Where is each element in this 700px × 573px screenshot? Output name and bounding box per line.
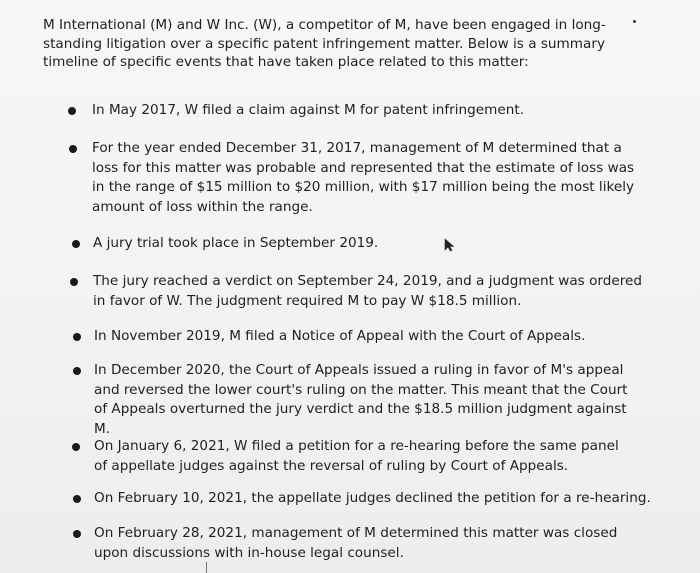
timeline-item-text: A jury trial took place in September 2019. [93,235,379,251]
timeline-item-text: The jury reached a verdict on September 24, 2019, and a judgment was ordered in favor of W. The judgment required M to pay W $18.5 million. [93,273,643,309]
timeline-item [94,327,674,347]
timeline-item-text: In May 2017, W filed a claim against M for patent infringement. [92,102,525,118]
bullet-icon [73,367,81,375]
cursor-arrow-icon [444,237,456,256]
timeline-item [92,101,672,121]
bullet-icon [73,333,81,341]
edge-mark [206,562,207,573]
bullet-icon [72,443,80,451]
timeline-item-text: For the year ended December 31, 2017, management of M determined that a loss for this matter was probable and represented that the estimate of loss was in the range of $15 million to $20 million, with $17 million being the most likely amount of loss within the range. [92,140,635,215]
bullet-icon [68,107,76,115]
timeline-item [94,361,634,439]
timeline-item-text: In December 2020, the Court of Appeals issued a ruling in favor of M's appeal and reversed the lower court's ruling on the matter. This meant that the Court of Appeals overturned the jury verdict and the $18.5 million judgment against M. [94,362,628,437]
timeline-item [93,234,673,254]
timeline-item [92,139,642,217]
bullet-icon [70,278,78,286]
intro-paragraph: M International (M) and W Inc. (W), a competitor of M, have been engaged in long-standing litigation over a specific patent infringement matter. Below is a summary timeline of specific events that have taken place related to this matter: [43,17,606,70]
timeline-item-text: On January 6, 2021, W filed a petition for a re-hearing before the same panel of appellate judges against the reversal of ruling by Court of Appeals. [94,438,619,474]
bullet-icon [73,495,81,503]
bullet-icon [73,530,81,538]
timeline-item [94,437,619,476]
timeline-item-text: On February 28, 2021, management of M determined this matter was closed upon discussions with in-house legal counsel. [94,525,618,561]
timeline-item [94,489,674,509]
bullet-icon [69,145,77,153]
timeline-item-text: On February 10, 2021, the appellate judges declined the petition for a re-hearing. [94,490,651,506]
timeline-item-text: In November 2019, M filed a Notice of Appeal with the Court of Appeals. [94,328,586,344]
timeline-item [93,272,648,311]
bullet-icon [72,240,80,248]
timeline-item [94,524,619,563]
